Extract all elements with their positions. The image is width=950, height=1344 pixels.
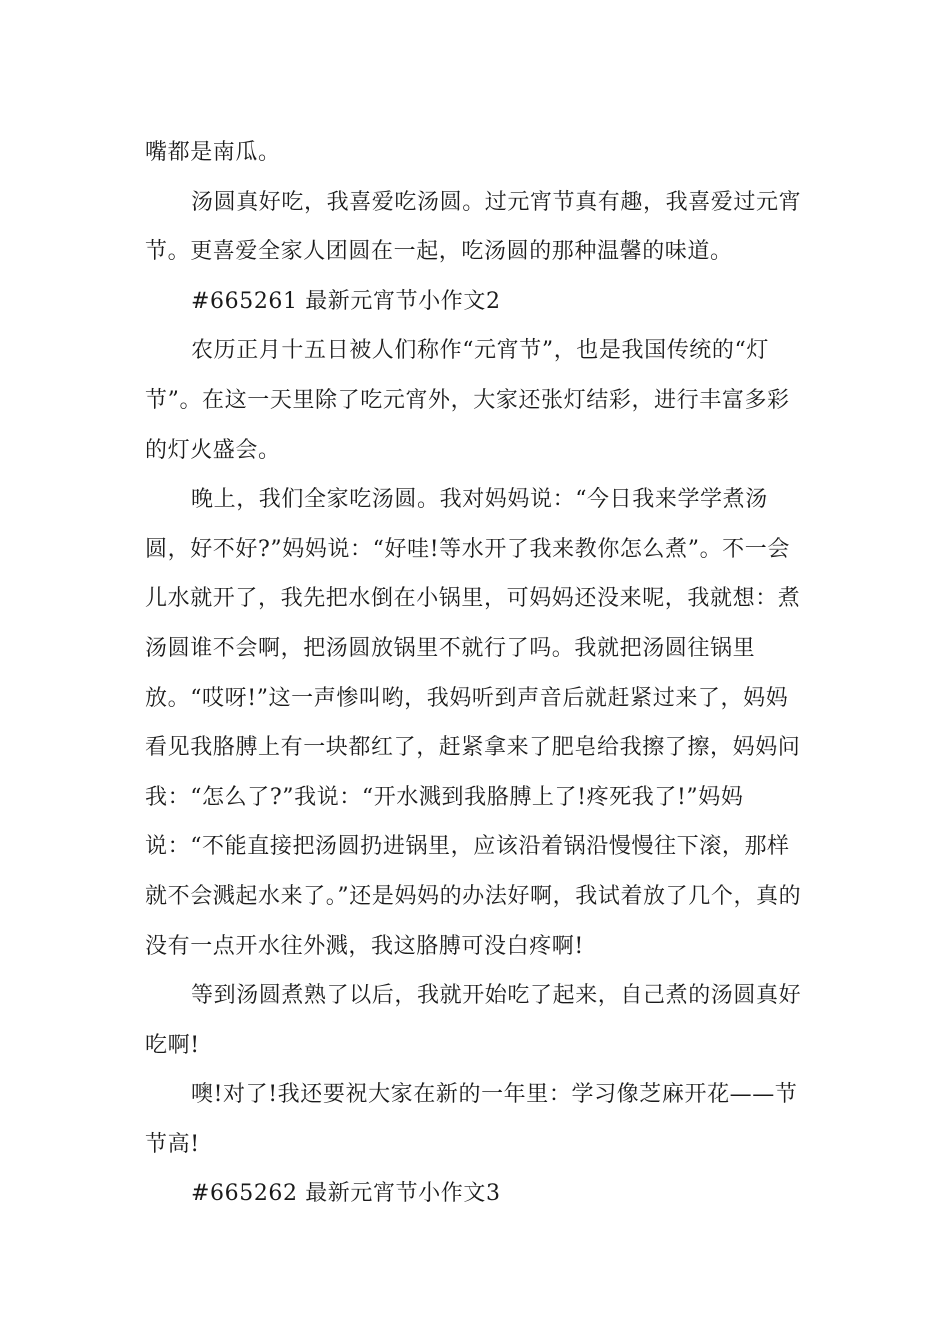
paragraph: 噢!对了!我还要祝大家在新的一年里：学习像芝麻开花——节节高! — [145, 1082, 798, 1157]
document-body — [145, 128, 810, 1219]
paragraph-continuation: 嘴都是南瓜。 — [145, 140, 281, 165]
paragraph: 晚上，我们全家吃汤圆。我对妈妈说：“今日我来学学煮汤圆，好不好?”妈妈说：“好哇!等水开了我来教你怎么煮”。不一会儿水就开了，我先把水倒在小锅里，可妈妈还没来呢，我就想：煮汤圆谁不会啊，把汤圆放锅里不就行了吗。我就把汤圆往锅里放。“哎呀!”这一声惨叫哟，我妈听到声音后就赶紧过来了，妈妈看见我胳膊上有一块都红了，赶紧拿来了肥皂给我擦了擦，妈妈问我：“怎么了?”我说：“开水溅到我胳膊上了!疼死我了!”妈妈说：“不能直接把汤圆扔进锅里，应该沿着锅沿慢慢往下滚，那样就不会溅起水来了。”还是妈妈的办法好啊，我试着放了几个，真的没有一点开水往外溅，我这胳膊可没白疼啊! — [145, 487, 802, 959]
paragraph: 汤圆真好吃，我喜爱吃汤圆。过元宵节真有趣，我喜爱过元宵节。更喜爱全家人团圆在一起，吃汤圆的那种温馨的味道。 — [145, 189, 802, 265]
paragraph: 农历正月十五日被人们称作“元宵节”，也是我国传统的“灯节”。在这一天里除了吃元宵外，大家还张灯结彩，进行丰富多彩的灯火盛会。 — [145, 338, 790, 463]
section-heading: #665261 最新元宵节小作文2 — [191, 288, 501, 314]
paragraph: 等到汤圆煮熟了以后，我就开始吃了起来，自己煮的汤圆真好吃啊! — [145, 983, 802, 1058]
section-heading: #665262 最新元宵节小作文3 — [191, 1181, 501, 1207]
